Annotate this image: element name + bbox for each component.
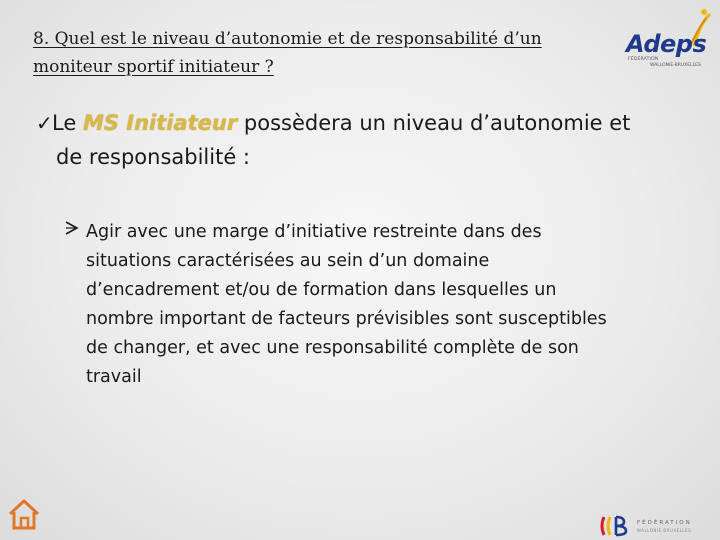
slide-title [33, 25, 633, 81]
home-icon [4, 494, 44, 534]
adeps-wordmark: Adeps [626, 30, 707, 58]
title-line-1: 8. Quel est le niveau d’autonomie et de responsabilité d’un [33, 29, 542, 49]
sub-bullet-line: Agir avec une marge d’initiative restreinte dans des [86, 222, 542, 242]
sub-bullet-line: situations caractérisées au sein d’un domaine [86, 251, 490, 271]
sub-bullet-line: travail [86, 367, 142, 387]
federation-text-1: FÉDÉRATION [637, 520, 692, 526]
main-bullet-line-1 [52, 106, 696, 140]
sub-bullet-line: de changer, et avec une responsabilité complète de son [86, 338, 579, 358]
federation-logo [600, 515, 715, 537]
main-bullet-line-2: de responsabilité : [56, 145, 250, 169]
adeps-subtitle-1: FÉDÉRATION [628, 57, 659, 62]
sub-bullet-line: d’encadrement et/ou de formation dans lesquelles un [86, 280, 557, 300]
adeps-subtitle-2: WALLONIE-BRUXELLES [650, 63, 701, 68]
main-bullet-prefix: Le [52, 111, 83, 135]
checkmark-icon: ✓ [36, 111, 53, 135]
title-line-2: moniteur sportif initiateur ? [33, 57, 274, 77]
ms-initiateur-highlight: MS Initiateur [82, 111, 238, 135]
main-bullet [36, 106, 696, 174]
federation-mark-icon [600, 515, 634, 537]
home-button[interactable] [4, 494, 44, 534]
sub-bullet-line: nombre important de facteurs prévisibles sont susceptibles [86, 309, 607, 329]
main-bullet-rest: possèdera un niveau d’autonomie et [237, 111, 631, 135]
federation-text-2: WALLONIE-BRUXELLES [637, 528, 692, 533]
adeps-logo [620, 8, 715, 74]
main-bullet-text [36, 106, 696, 174]
arrow-bullet-icon [64, 218, 80, 248]
sub-bullet [64, 218, 704, 392]
